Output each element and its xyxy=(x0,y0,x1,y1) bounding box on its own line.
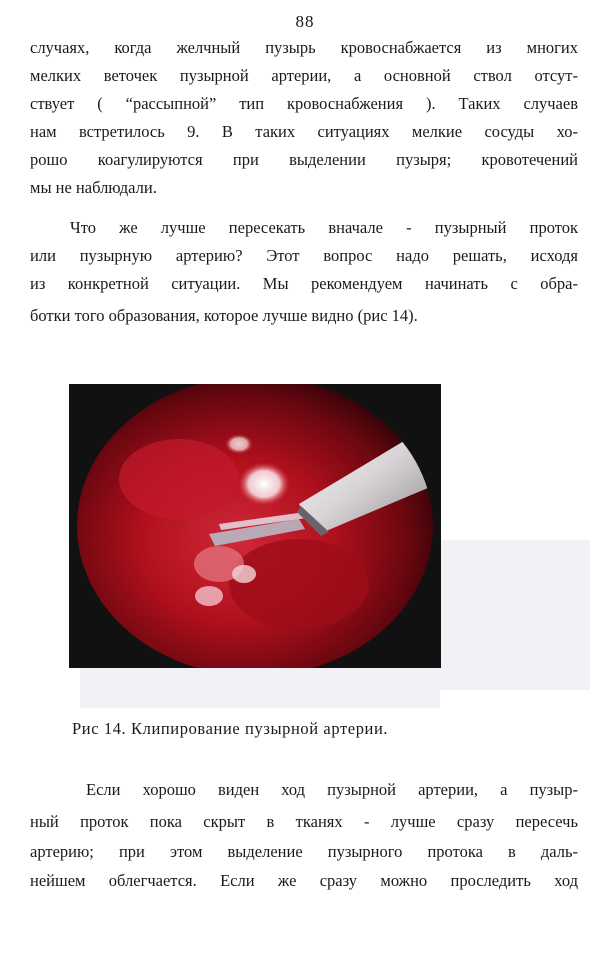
text-line: или пузырную артерию? Этот вопрос надо решать, исходя xyxy=(30,246,578,265)
page-number: 88 xyxy=(295,12,315,31)
laparoscopy-image xyxy=(69,384,441,668)
text-line: артерию; при этом выделение пузырного протока в даль- xyxy=(30,842,578,861)
text-line: рошо коагулируются при выделении пузыря; кровотечений xyxy=(30,150,578,169)
page-bleed-shadow xyxy=(80,668,440,708)
text-line: ботки того образования, которое лучше видно (рис 14). xyxy=(30,306,418,325)
text-line: Что же лучше пересекать вначале - пузырный проток xyxy=(70,218,578,237)
text-line: случаях, когда желчный пузырь кровоснабжается из многих xyxy=(30,38,578,57)
text-line: нейшем облегчается. Если же сразу можно проследить ход xyxy=(30,871,578,890)
page-bleed-shadow xyxy=(440,540,590,690)
endoscopic-photo xyxy=(69,384,441,668)
text-line: мы не наблюдали. xyxy=(30,178,157,197)
text-line: ный проток пока скрыт в тканях - лучше сразу пересечь xyxy=(30,812,578,831)
text-line: мелких веточек пузырной артерии, а основной ствол отсут- xyxy=(30,66,578,85)
text-line: нам встретилось 9. В таких ситуациях мелкие сосуды хо- xyxy=(30,122,578,141)
text-line: из конкретной ситуации. Мы рекомендуем начинать с обра- xyxy=(30,274,578,293)
figure-caption: Рис 14. Клипирование пузырной артерии. xyxy=(72,719,389,738)
text-line: Если хорошо виден ход пузырной артерии, а пузыр- xyxy=(86,780,578,799)
text-line: ствует ( “рассыпной” тип кровоснабжения ). Таких случаев xyxy=(30,94,578,113)
